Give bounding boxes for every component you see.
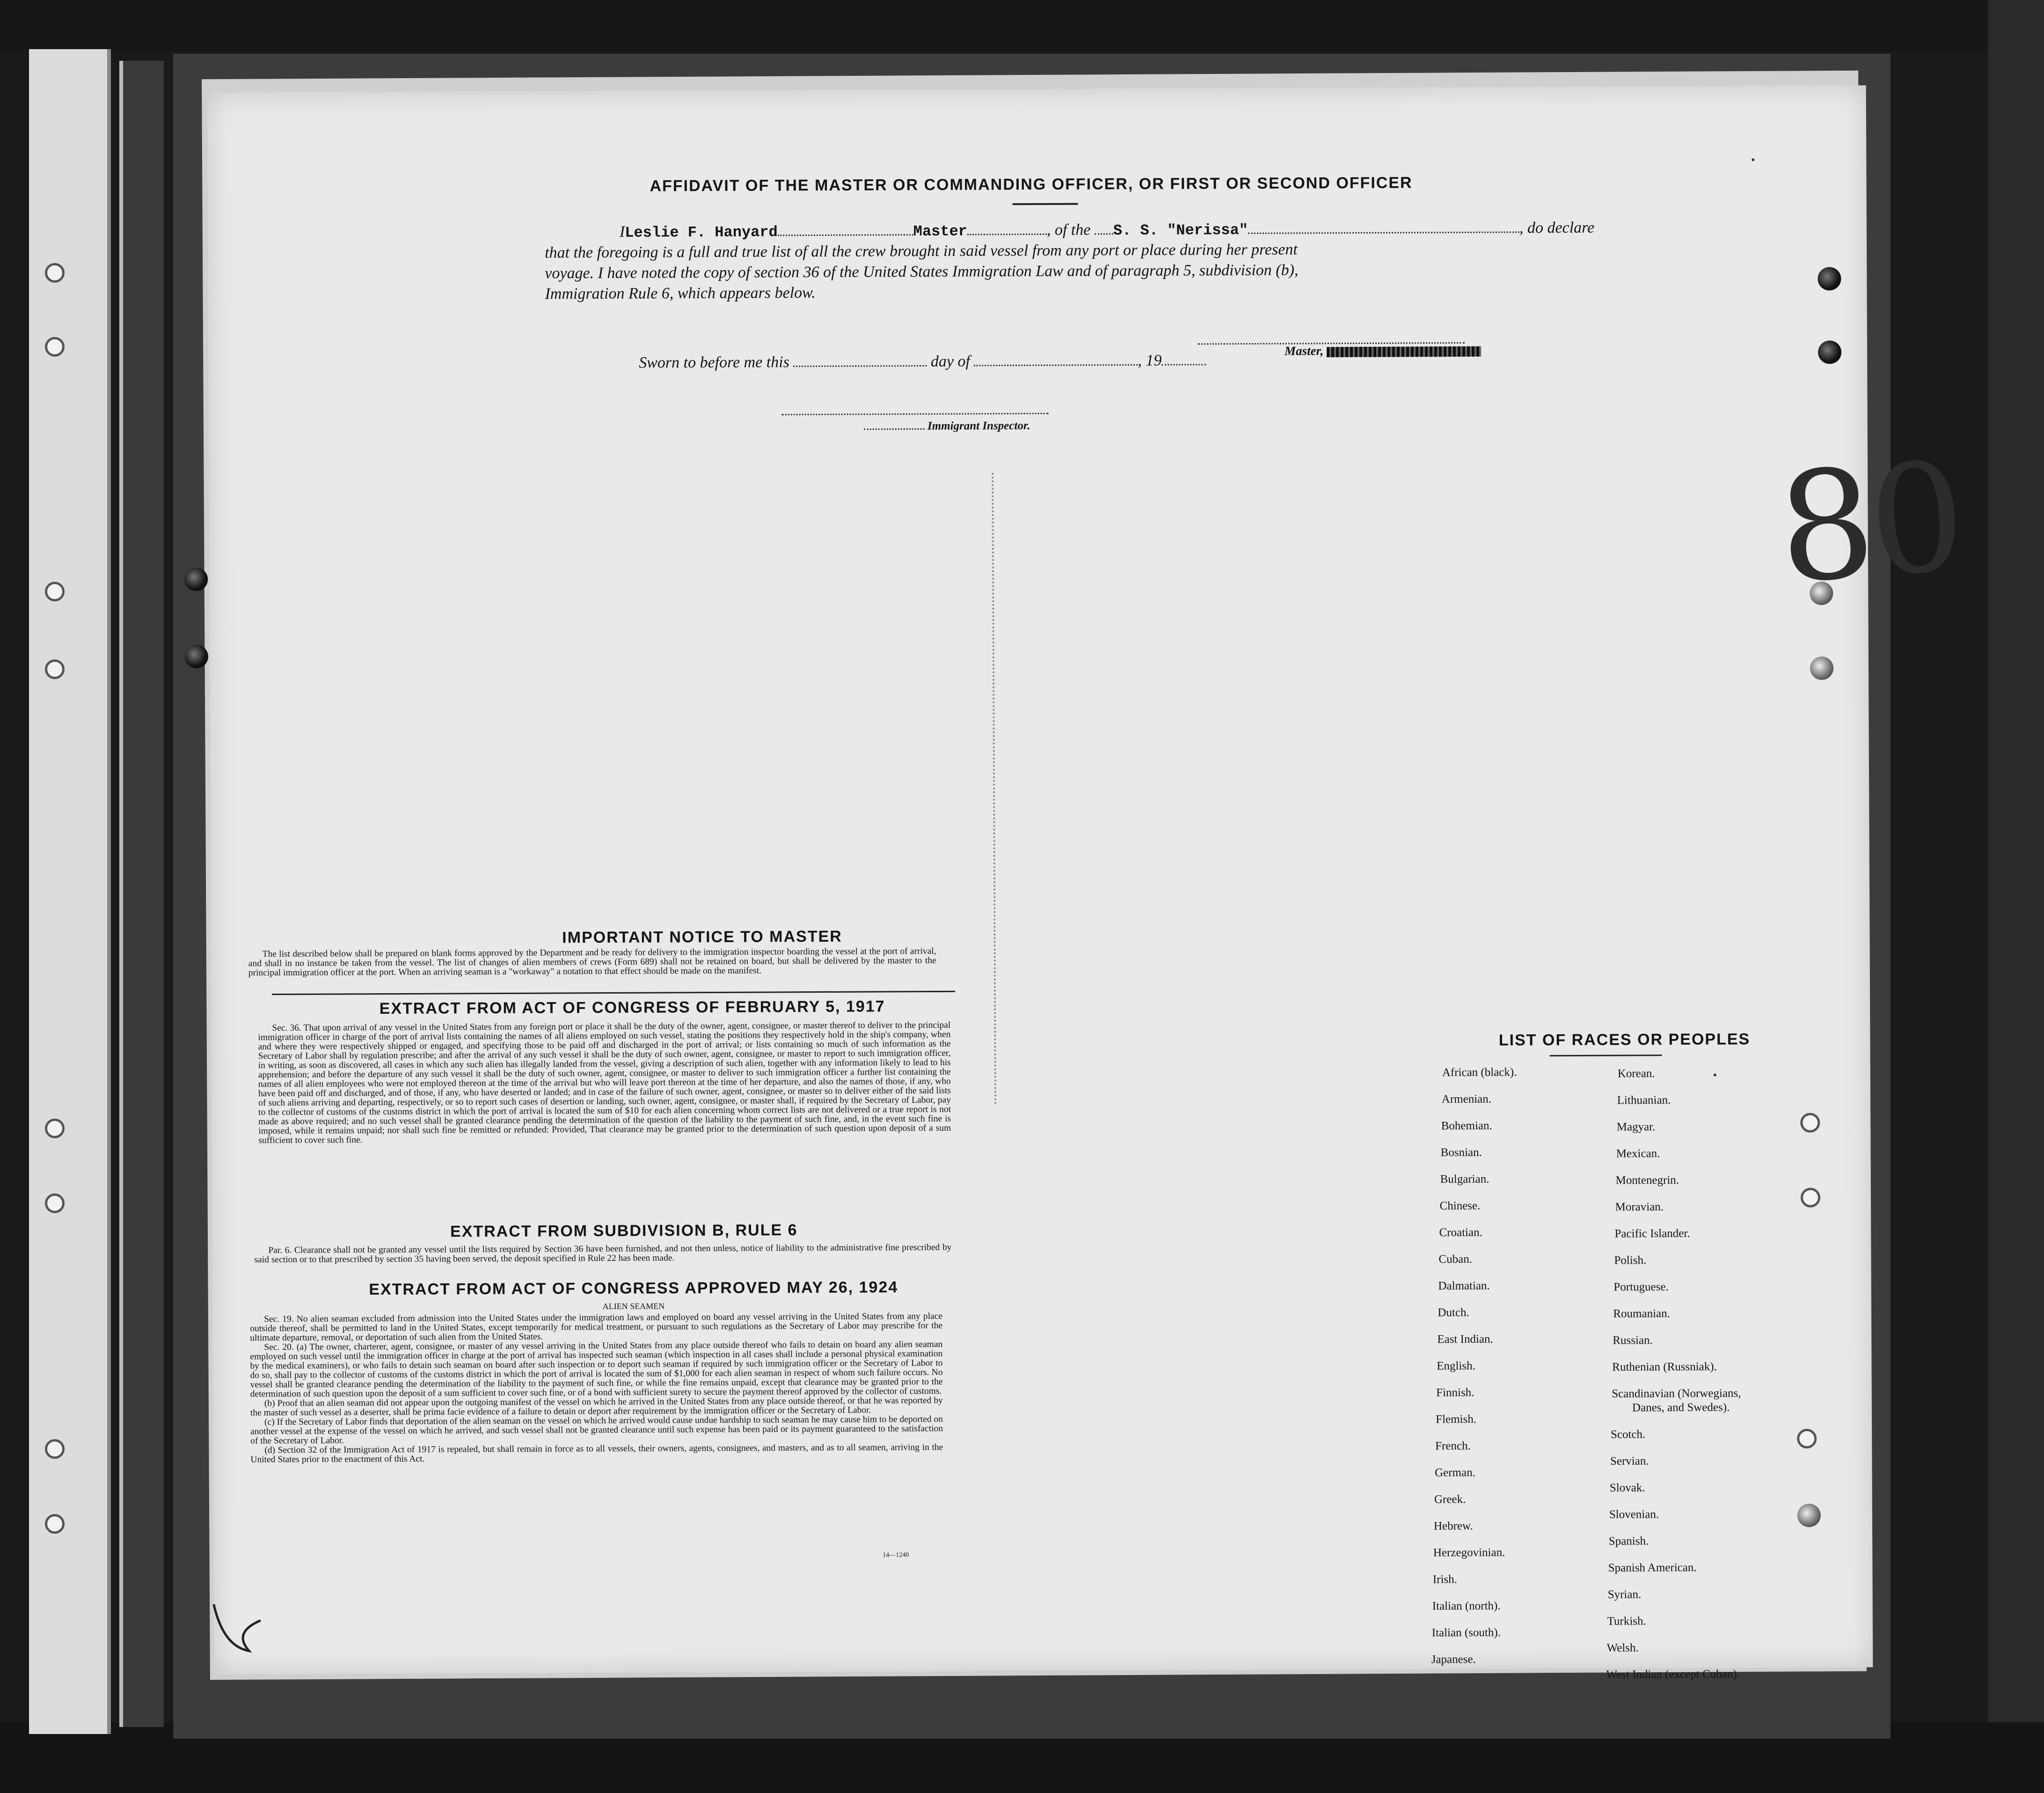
declaration-line-4: Immigration Rule 6, which appears below. <box>545 284 816 303</box>
alien-seamen-subtitle: ALIEN SEAMEN <box>602 1301 665 1311</box>
race-item: English. <box>1437 1359 1475 1373</box>
extract-1924-sec20a: Sec. 20. (a) The owner, charterer, agent, consignee, or master of any vessel arriving in the United States from any place outside thereof who fails to detain on board any alien seaman employed on such vessel until the immigration officer in charge at the port of arrival has inspected such seaman (which inspection in all cases shall include a personal physical examination by the medical examiners), or who fails to detain such seaman on board after such inspection or to deport such seaman if required by such immigration officer or the Secretary of Labor to do so, shall pay to the collector of customs of the customs district in which the port of arrival is located the sum of $1,000 for each alien seaman in respect of whom such failure occurs. No vessel shall be granted clearance pending the determination of the liability to the payment of such fine, or while the fine remains unpaid, except that clearance may be granted prior to the determination of such question upon the deposit of a sum sufficient to cover such fine, or of a bond with sufficient surety to secure the payment thereof approved by the collector of customs. <box>250 1339 943 1399</box>
race-item: Russian. <box>1613 1334 1653 1347</box>
punch-hole <box>1818 341 1841 364</box>
manifest-page <box>207 85 1967 1681</box>
race-item: Hebrew. <box>1433 1519 1473 1533</box>
race-item: Turkish. <box>1607 1615 1646 1628</box>
race-item: Italian (north). <box>1432 1599 1501 1613</box>
extract-1924-sec20d: (d) Section 32 of the Immigration Act of 1917 is repealed, but shall remain in force as to all vessels, their owners, agents, consignees, and masters, and as to all seamen, arriving in the United States prior to the enactment of this Act. <box>250 1442 943 1465</box>
race-item: German. <box>1434 1466 1475 1479</box>
race-item: Welsh. <box>1606 1641 1639 1654</box>
extract-1924-sec20c: (c) If the Secretary of Labor finds that deportation of the alien seaman on the vessel on which he arrived would cause undue hardship to such seaman he may cause him to be deported on another vessel at the expense of the vessel on which he arrived, and such vessel shall not be granted clearance until such expense has been paid or its payment guaranteed to the satisfaction of the Secretary of Labor. <box>250 1414 943 1446</box>
race-item: Montenegrin. <box>1615 1174 1679 1187</box>
race-item: Magyar. <box>1616 1120 1656 1134</box>
sworn-line <box>639 350 1206 373</box>
race-item: West Indian (except Cuban). <box>1606 1668 1740 1681</box>
race-item: Cuban. <box>1438 1252 1473 1266</box>
pencil-mark: 80 <box>1773 430 1967 617</box>
binder-hole <box>45 1514 65 1534</box>
race-item: Spanish. <box>1608 1535 1649 1548</box>
race-item: Lithuanian. <box>1617 1094 1671 1107</box>
race-item: Irish. <box>1432 1573 1457 1586</box>
race-item: Ruthenian (Russniak). <box>1612 1360 1717 1374</box>
races-title: LIST OF RACES OR PEOPLES <box>1498 1030 1751 1049</box>
scanner-right-edge <box>1988 0 2044 1793</box>
race-item: Scotch. <box>1610 1428 1646 1441</box>
race-item: Pacific Islander. <box>1614 1227 1690 1240</box>
race-item: French. <box>1435 1439 1471 1453</box>
binder-hole <box>45 337 65 357</box>
title-underline <box>1013 203 1078 205</box>
extract-rule6-paragraph: Par. 6. Clearance shall not be granted any vessel until the lists required by Section 36 have been furnished, and not then unless, notice of liability to the administrative fine prescribed by said section or to that prescribed by section 35 having been served, the deposit specified in Rule 22 has been made. <box>254 1242 952 1265</box>
binder-hole <box>45 1439 65 1459</box>
year-label: , 19 <box>1138 351 1162 370</box>
race-item: Flemish. <box>1436 1412 1477 1426</box>
race-item: Korean. <box>1617 1067 1655 1080</box>
declaration-line-3: voyage. I have noted the copy of section 36 of the United States Immigration Law and of paragraph 5, subdivision (b), <box>545 261 1299 282</box>
race-item: Dalmatian. <box>1438 1279 1490 1293</box>
race-item: Slovak. <box>1609 1481 1645 1494</box>
race-item: Syrian. <box>1607 1588 1642 1601</box>
notice-text <box>248 947 936 978</box>
punch-hole <box>185 645 208 668</box>
extract-1917-text <box>258 1021 951 1145</box>
race-item: Bosnian. <box>1440 1146 1482 1159</box>
inspector-signature-line <box>782 400 1049 415</box>
struck-out-text <box>1327 346 1481 357</box>
extract-rule6-title: EXTRACT FROM SUBDIVISION B, RULE 6 <box>450 1221 798 1241</box>
race-item: Moravian. <box>1615 1200 1664 1214</box>
notice-paragraph: The list described below shall be prepared on blank forms approved by the Department and be ready for delivery to the immigration inspector boarding the vessel at the port of arrival, and shall in no instance be taken from the vessel. The list of changes of alien members of crews (Form 689) shall not be retained on board, but shall be delivered by the master to the principal immigration officer at the port. When an arriving seaman is a "workaway" a notation to that effect should be made on the manifest. <box>248 946 936 978</box>
binder-spine <box>119 61 164 1727</box>
race-item: Servian. <box>1610 1455 1649 1468</box>
race-item: Danes, and Swedes). <box>1632 1401 1730 1414</box>
declaration-line-2: that the foregoing is a full and true list of all the crew brought in said vessel from any port or place during her present <box>545 241 1298 262</box>
declarant-rank: Master <box>913 222 968 241</box>
punch-hole <box>1797 1429 1817 1449</box>
master-signature <box>1285 340 1481 361</box>
left-binder-strip <box>29 49 111 1734</box>
race-item: Italian (south). <box>1431 1626 1501 1639</box>
race-item: Portuguese. <box>1613 1281 1669 1294</box>
race-item: Chinese. <box>1439 1199 1481 1213</box>
race-item: Mexican. <box>1616 1147 1660 1160</box>
extract-rule6-text <box>254 1243 951 1265</box>
race-item: Greek. <box>1434 1493 1466 1506</box>
extract-1924-sec19: Sec. 19. No alien seaman excluded from admission into the United States under the immigration laws and employed on board any vessel arriving in the United States from any place outside thereof, shall be permitted to land in the United States, except temporarily for medical treatment, or pursuant to such regulations as the Secretary of Labor may prescribe for the ultimate departure, removal, or deportation of such alien from the United States. <box>250 1311 943 1343</box>
section-divider <box>272 991 955 995</box>
race-item: African (black). <box>1442 1066 1517 1079</box>
declarant-name: Leslie F. Hanyard <box>625 223 778 242</box>
extract-1917-title: EXTRACT FROM ACT OF CONGRESS OF FEBRUARY 5, 1917 <box>379 997 885 1018</box>
do-declare-label: , do declare <box>1519 219 1595 237</box>
day-of-label: day of <box>930 352 971 371</box>
master-label: Master, <box>1285 344 1324 358</box>
race-item: Scandinavian (Norwegians, <box>1612 1387 1741 1400</box>
stray-mark <box>1752 158 1754 161</box>
binder-hole <box>45 582 65 601</box>
punch-hole <box>1801 1188 1820 1208</box>
punch-hole <box>1810 657 1833 680</box>
binder-hole <box>45 1119 65 1138</box>
extract-1917-paragraph: Sec. 36. That upon arrival of any vessel in the United States from any foreign port or place it shall be the duty of the owner, agent, consignee, or master thereof to deliver to the principal immigration officer in charge of the port of arrival lists containing the names of all aliens employed on such vessel, stating the positions they respectively hold in the ship's company, when and where they were respectively shipped or engaged, and specifying those to be paid off and discharged in the port of arrival; or lists containing so much of such information as the Secretary of Labor shall by regulation prescribe; and after the arrival of any such vessel it shall be the duty of such owner, agent, consignee, or master to report to such immigration officer, in writing, as soon as discovered, all cases in which any such alien has illegally landed from the vessel, giving a description of such alien, together with any information likely to lead to his apprehension; and before the departure of any such vessel it shall be the duty of such owner, agent, consignee, or master to deliver to such immigration officer a further list containing the names of all alien employees who were not employed thereon at the time of the arrival but who will leave port thereon at the time of her departure, and also the names of those, if any, who have been paid off and discharged, and of those, if any, who have deserted or landed; and in case of the failure of such owner, agent, consignee, or master so to deliver either of the said lists of such aliens arriving and departing, respectively, or so to report such cases of desertion or landing, such owner, agent, consignee, or master shall, if required by the Secretary of Labor, pay to the collector of customs of the customs district in which the port of arrival is located the sum of $10 for each alien concerning whom correct lists are not delivered or a true report is not made as above required; and no such vessel shall be granted clearance pending the determination of the question of the liability to the payment of such fine, and, in the event such fine is imposed, while it remains unpaid; nor shall such fine be remitted or refunded: Provided, That clearance may be granted prior to the determination of such question upon deposit of a sum sufficient to cover such fine. <box>258 1020 951 1146</box>
punch-hole <box>184 568 208 591</box>
extract-1924-text <box>250 1312 943 1464</box>
extract-1924-title: EXTRACT FROM ACT OF CONGRESS APPROVED MAY 26, 1924 <box>369 1278 898 1299</box>
race-item: Slovenian. <box>1609 1508 1659 1521</box>
binder-hole <box>45 263 65 283</box>
vessel-name: S. S. "Nerissa" <box>1113 221 1248 240</box>
race-item: Dutch. <box>1438 1306 1469 1319</box>
race-item: Japanese. <box>1431 1653 1476 1666</box>
race-item: Herzegovinian. <box>1433 1546 1505 1559</box>
pencil-tick-mark <box>204 1595 280 1661</box>
inspector-line <box>864 416 1030 437</box>
of-the-label: , of the <box>1046 221 1091 239</box>
scanner-top-band <box>0 0 2044 51</box>
binder-hole <box>45 1193 65 1213</box>
punch-hole <box>1797 1504 1821 1527</box>
race-item: Spanish American. <box>1608 1561 1697 1574</box>
form-number: 14—1240 <box>883 1551 909 1559</box>
race-item: Roumanian. <box>1613 1307 1670 1320</box>
race-item: Armenian. <box>1441 1092 1492 1106</box>
race-item: Bulgarian. <box>1440 1172 1489 1186</box>
extract-1924-sec20b: (b) Proof that an alien seaman did not appear upon the outgoing manifest of the vessel on which he arrived in the United States from any place outside thereof, or that he was reported by the master of such vessel as a deserter, shall be prima facie evidence of a failure to detain or deport after requirement by the immigration officer or the Secretary of Labor. <box>250 1395 943 1418</box>
affidavit-title: AFFIDAVIT OF THE MASTER OR COMMANDING OFFICER, OR FIRST OR SECOND OFFICER <box>650 174 1413 195</box>
fold-line <box>992 473 996 1105</box>
declaration-line-1 <box>620 218 1594 243</box>
sworn-label: Sworn to before me this <box>639 353 789 372</box>
binder-hole <box>45 659 65 679</box>
punch-hole <box>1800 1113 1820 1133</box>
punch-hole <box>1818 267 1841 291</box>
race-item: Croatian. <box>1439 1226 1482 1239</box>
inspector-label: Immigrant Inspector. <box>927 419 1030 433</box>
race-item: East Indian. <box>1437 1332 1493 1346</box>
declarant-prefix: I <box>619 223 625 241</box>
notice-title: IMPORTANT NOTICE TO MASTER <box>562 927 842 947</box>
stray-mark <box>1714 1074 1716 1076</box>
race-item: Finnish. <box>1436 1386 1475 1399</box>
race-item: Bohemian. <box>1441 1119 1492 1133</box>
races-title-underline <box>1550 1054 1662 1056</box>
race-item: Polish. <box>1614 1254 1647 1267</box>
